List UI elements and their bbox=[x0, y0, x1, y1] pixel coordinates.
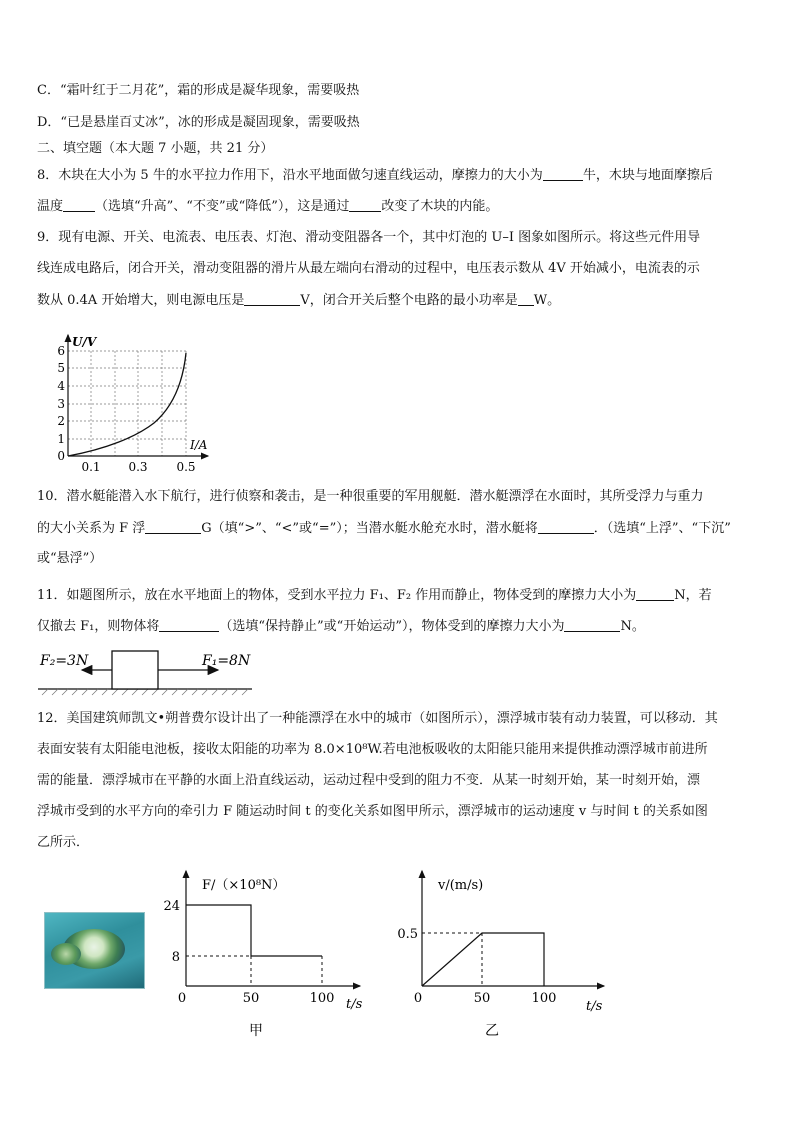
section-title: 二、填空题（本大题 7 小题，共 21 分） bbox=[37, 141, 274, 156]
guide-lines bbox=[186, 956, 322, 986]
q9-line2: 线连成电路后，闭合开关，滑动变阻器的滑片从最左端向右滑动的过程中，电压表示数从 4V 开始减小，电流表的示 bbox=[37, 261, 700, 276]
q12-line1: 12．美国建筑师凯文•朔普费尔设计出了一种能漂浮在水中的城市（如图所示），漂浮城市装有动力装置，可以移动．其 bbox=[37, 711, 718, 726]
y-tick: 6 bbox=[57, 344, 65, 358]
graph-caption: 乙 bbox=[485, 1023, 499, 1039]
f1-label: F₁=8N bbox=[202, 653, 251, 669]
y-tick: 2 bbox=[57, 414, 65, 428]
f2-label: F₂=3N bbox=[40, 653, 89, 669]
force-diagram bbox=[38, 645, 258, 697]
q11-text: 仅撤去 F₁，则物体将 bbox=[37, 619, 160, 634]
q12-line3: 需的能量．漂浮城市在平静的水面上沿直线运动，运动过程中受到的阻力不变．从某一时刻开始，某一时刻开始，漂 bbox=[37, 773, 701, 788]
q11-text: （选填“保持静止”或“开始运动”），物体受到的摩擦力大小为 bbox=[219, 619, 565, 634]
velocity-line bbox=[422, 933, 544, 986]
q8-line2 bbox=[37, 197, 498, 216]
q10-line3: 或“悬浮”） bbox=[37, 551, 103, 566]
q9-line1: 9．现有电源、开关、电流表、电压表、灯泡、滑动变阻器各一个，其中灯泡的 U–I 图象如图所示。将这些元件用导 bbox=[37, 230, 701, 245]
y-tick: 24 bbox=[163, 899, 180, 914]
x-tick: 100 bbox=[309, 991, 335, 1006]
answer-blank[interactable] bbox=[349, 197, 381, 212]
ui-graph bbox=[36, 325, 216, 473]
velocity-time-graph bbox=[394, 865, 614, 1040]
floating-city-island-small bbox=[51, 943, 81, 965]
q10-text: G（填“>”、“<”或“=”）；当潜水艇水舱充水时，潜水艇将 bbox=[201, 521, 538, 536]
x-tick: 50 bbox=[242, 991, 260, 1006]
q10-line2 bbox=[37, 519, 731, 538]
q10-line1: 10．潜水艇能潜入水下航行，进行侦察和袭击，是一种很重要的军用舰艇．潜水艇漂浮在水面时，其所受浮力与重力 bbox=[37, 489, 704, 504]
y-tick: 3 bbox=[57, 397, 65, 411]
answer-blank[interactable] bbox=[159, 617, 219, 632]
x-axis-label: I/A bbox=[190, 438, 208, 452]
y-tick: 5 bbox=[57, 361, 65, 375]
x-tick: 0.1 bbox=[81, 460, 101, 473]
y-axis-label: F/（×10⁸N） bbox=[202, 878, 286, 893]
answer-blank[interactable] bbox=[538, 519, 594, 534]
q11-text: N，若 bbox=[674, 588, 712, 603]
x-tick: 50 bbox=[473, 991, 491, 1006]
force-step-line bbox=[186, 905, 322, 956]
q12-line2: 表面安装有太阳能电池板，接收太阳能的功率为 8.0×10⁸W.若电池板吸收的太阳能只能用来提供推动漂浮城市前进所 bbox=[37, 742, 708, 757]
q9-line3 bbox=[37, 291, 560, 310]
q8-text: 8．木块在大小为 5 牛的水平拉力作用下，沿水平地面做匀速直线运动，摩擦力的大小为 bbox=[37, 168, 543, 183]
force-time-graph bbox=[160, 865, 370, 1040]
y-axis-label: v/(m/s) bbox=[438, 878, 484, 893]
answer-blank[interactable] bbox=[564, 617, 620, 632]
q9-text: W。 bbox=[533, 293, 561, 308]
answer-blank[interactable] bbox=[543, 166, 583, 181]
q10-text: 的大小关系为 F 浮 bbox=[37, 521, 146, 536]
y-tick: 8 bbox=[171, 950, 180, 965]
q11-text: N。 bbox=[620, 619, 645, 634]
x-tick: 100 bbox=[531, 991, 557, 1006]
q8-text: 牛，木块与地面摩擦后 bbox=[582, 168, 713, 183]
x-axis-label: t/s bbox=[346, 997, 363, 1012]
y-tick: 0 bbox=[57, 449, 65, 463]
answer-blank[interactable] bbox=[63, 197, 95, 212]
floating-city-image bbox=[44, 912, 145, 989]
answer-blank[interactable] bbox=[244, 291, 300, 306]
graph-grid bbox=[68, 351, 186, 456]
q7-option-d: D．“已是悬崖百丈冰”，冰的形成是凝固现象，需要吸热 bbox=[37, 115, 360, 130]
q8-line1 bbox=[37, 166, 713, 185]
y-axis-label: U/V bbox=[72, 335, 97, 349]
q12-line5: 乙所示． bbox=[37, 835, 90, 850]
graph-caption: 甲 bbox=[249, 1023, 263, 1039]
ground-hatch bbox=[42, 689, 248, 695]
block bbox=[112, 651, 158, 689]
q7-option-c: C．“霜叶红于二月花”，霜的形成是凝华现象，需要吸热 bbox=[37, 83, 360, 98]
y-tick: 0.5 bbox=[397, 927, 418, 942]
q12-line4: 浮城市受到的水平方向的牵引力 F 随运动时间 t 的变化关系如图甲所示，漂浮城市的运动速度 v 与时间 t 的关系如图 bbox=[37, 804, 708, 819]
q8-text: 改变了木块的内能。 bbox=[381, 199, 499, 214]
q11-text: 11．如题图所示，放在水平地面上的物体，受到水平拉力 F₁、F₂ 作用而静止，物体受到的摩擦力大小为 bbox=[37, 588, 637, 603]
x-tick: 0.3 bbox=[128, 460, 148, 473]
q11-line1 bbox=[37, 586, 712, 605]
q9-text: V，闭合开关后整个电路的最小功率是 bbox=[300, 293, 518, 308]
q10-text: ．（选填“上浮”、“下沉” bbox=[593, 521, 731, 536]
x-tick: 0 bbox=[413, 991, 423, 1006]
q9-text: 数从 0.4A 开始增大，则电源电压是 bbox=[37, 293, 245, 308]
answer-blank[interactable] bbox=[145, 519, 201, 534]
ui-curve bbox=[68, 353, 186, 456]
q8-text: （选填“升高”、“不变”或“降低”），这是通过 bbox=[95, 199, 350, 214]
q11-line2 bbox=[37, 617, 645, 636]
answer-blank[interactable] bbox=[518, 291, 534, 306]
answer-blank[interactable] bbox=[636, 586, 674, 601]
x-axis-label: t/s bbox=[586, 999, 603, 1014]
q8-text: 温度 bbox=[37, 199, 64, 214]
x-tick: 0.5 bbox=[176, 460, 196, 473]
x-tick: 0 bbox=[177, 991, 187, 1006]
y-tick: 4 bbox=[57, 379, 65, 393]
y-tick: 1 bbox=[57, 432, 65, 446]
